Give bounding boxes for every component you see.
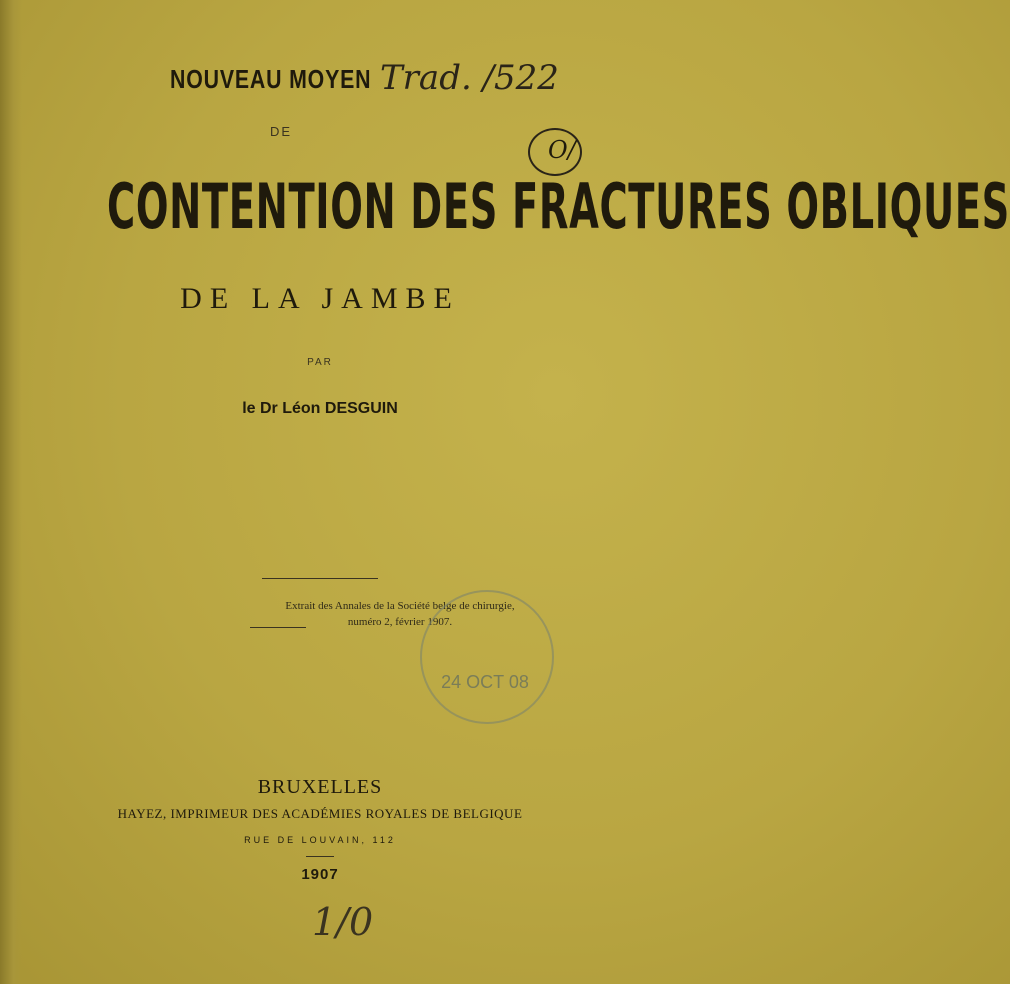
- handwritten-circle-mark: [528, 128, 582, 176]
- title-line-2: CONTENTION DES FRACTURES OBLIQUES: [107, 170, 1010, 243]
- divider-top: [262, 578, 378, 579]
- divider-bottom: [306, 856, 334, 857]
- handwritten-bottom-mark: 1/0: [312, 900, 374, 944]
- title-line-3: DE LA JAMBE: [180, 282, 460, 315]
- title-line-1: NOUVEAU MOYEN: [170, 64, 372, 94]
- imprint-city: BRUXELLES: [257, 776, 383, 798]
- circle-mark-text: O/: [548, 136, 576, 164]
- stamp-date: 24 OCT 08: [441, 672, 529, 692]
- extract-line-1: Extrait des Annales de la Société belge de chirurgie,: [285, 600, 515, 612]
- imprint-printer: HAYEZ, IMPRIMEUR DES ACADÉMIES ROYALES DE BELGIQUE: [117, 806, 523, 821]
- title-de: DE: [270, 124, 293, 139]
- imprint-year: 1907: [301, 866, 339, 883]
- by-label: PAR: [307, 357, 333, 368]
- imprint-street: RUE DE LOUVAIN, 112: [244, 835, 396, 845]
- divider-middle: [250, 627, 306, 628]
- extract-line-2: numéro 2, février 1907.: [347, 616, 453, 628]
- library-stamp: [420, 590, 554, 724]
- handwritten-reference: Trad. /522: [380, 58, 559, 98]
- author-name: le Dr Léon DESGUIN: [242, 400, 398, 417]
